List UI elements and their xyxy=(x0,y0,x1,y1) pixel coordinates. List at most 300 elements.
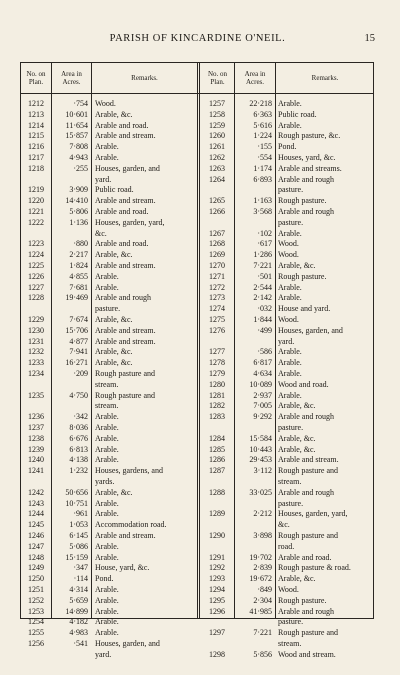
remarks: Arable. xyxy=(95,628,119,638)
table-row-right xyxy=(21,131,373,142)
remarks: &c. xyxy=(278,520,290,530)
remarks: Arable, &c. xyxy=(95,250,133,260)
table-row-right xyxy=(21,326,373,337)
table-row-right xyxy=(21,574,373,585)
plan-number: 1234 xyxy=(28,369,44,378)
remarks: Arable. xyxy=(95,498,119,508)
area-acres: ·554 xyxy=(257,153,272,162)
remarks: Arable, &c. xyxy=(278,574,316,584)
plan-number: 1287 xyxy=(209,466,225,476)
area-acres: 14·410 xyxy=(65,196,88,206)
remarks: Wood. xyxy=(95,99,116,108)
remarks: Wood. xyxy=(278,585,299,594)
area-acres: 15·857 xyxy=(65,131,88,141)
remarks: Arable. xyxy=(95,423,119,432)
area-acres: 9·292 xyxy=(253,412,272,422)
remarks: Arable and stream. xyxy=(278,455,339,465)
plan-number: 1244 xyxy=(28,509,44,519)
area-acres: ·347 xyxy=(73,563,88,573)
remarks: Arable. xyxy=(278,282,302,292)
area-acres: ·155 xyxy=(257,142,272,152)
plan-number: 1219 xyxy=(28,185,44,195)
area-acres: 41·985 xyxy=(249,606,272,616)
table-row-right xyxy=(21,563,373,574)
remarks: Arable. xyxy=(95,282,119,292)
remarks: Houses, garden, and xyxy=(278,325,343,335)
remarks: Arable. xyxy=(278,347,302,357)
plan-number: 1233 xyxy=(28,358,44,368)
plan-number: 1232 xyxy=(28,347,44,357)
plan-number: 1248 xyxy=(28,552,44,562)
remarks: House, yard, &c. xyxy=(95,563,150,573)
plan-number: 1217 xyxy=(28,153,44,162)
area-acres: ·114 xyxy=(73,574,88,584)
area-acres: 6·363 xyxy=(253,109,272,119)
remarks: Arable. xyxy=(95,433,119,443)
plan-number: 1288 xyxy=(209,487,225,497)
plan-number: 1282 xyxy=(209,401,225,411)
remarks: Wood. xyxy=(278,239,299,249)
area-acres: 14·899 xyxy=(65,606,88,616)
remarks: pasture. xyxy=(278,617,304,627)
table-row-right xyxy=(21,261,373,272)
table-row-right xyxy=(21,283,373,294)
area-acres: 4·138 xyxy=(69,455,88,465)
remarks: Rough pasture. xyxy=(278,271,327,281)
table-row-right xyxy=(21,531,373,542)
area-acres: 2·304 xyxy=(253,595,272,605)
plan-number: 1266 xyxy=(209,207,225,216)
table-row-right xyxy=(21,185,373,196)
area-acres: 5·806 xyxy=(69,207,88,216)
remarks: Arable. xyxy=(95,617,119,627)
area-acres: ·209 xyxy=(73,369,88,378)
remarks: Houses, gardens, and xyxy=(95,466,163,476)
plan-number: 1242 xyxy=(28,487,44,497)
remarks: Arable, &c. xyxy=(95,109,133,119)
area-acres: 1·163 xyxy=(253,196,272,206)
area-acres: ·754 xyxy=(73,99,88,108)
plan-number: 1274 xyxy=(209,304,225,314)
table-row-right xyxy=(21,509,373,520)
remarks: Arable, &c. xyxy=(278,444,316,454)
area-acres: 1·224 xyxy=(253,131,272,141)
column-header-remarks-left: Remarks. xyxy=(131,74,158,82)
area-acres: 1·824 xyxy=(69,261,88,270)
plan-number: 1240 xyxy=(28,455,44,465)
remarks: Houses, garden, yard, xyxy=(278,509,348,519)
area-acres: 1·844 xyxy=(253,315,272,324)
plan-number: 1264 xyxy=(209,174,225,184)
table-row-right xyxy=(21,445,373,456)
remarks: Arable, &c. xyxy=(95,347,133,357)
area-acres: ·102 xyxy=(257,228,272,238)
area-acres: 16·271 xyxy=(65,358,88,368)
area-acres: ·501 xyxy=(257,271,272,281)
area-acres: 4·750 xyxy=(69,390,88,400)
area-acres: 7·941 xyxy=(69,347,88,357)
plan-number: 1296 xyxy=(209,606,225,616)
remarks: Arable. xyxy=(95,585,119,594)
area-acres: 8·036 xyxy=(69,423,88,432)
area-acres: 6·813 xyxy=(69,444,88,454)
remarks: Public road. xyxy=(95,185,134,195)
table-row-right xyxy=(21,542,373,553)
page-number: 15 xyxy=(364,33,375,44)
table-row-right xyxy=(21,639,373,650)
remarks: Arable. xyxy=(95,509,119,519)
table-row-right xyxy=(21,121,373,132)
plan-number: 1294 xyxy=(209,585,225,594)
remarks: Arable. xyxy=(278,293,302,303)
remarks: Arable and stream. xyxy=(95,131,156,141)
table-row-right xyxy=(21,434,373,445)
remarks: stream. xyxy=(95,401,119,411)
plan-number: 1212 xyxy=(28,99,44,108)
plan-number: 1220 xyxy=(28,196,44,206)
table-row-right xyxy=(21,315,373,326)
area-acres: 4·182 xyxy=(69,617,88,627)
table-row-right xyxy=(21,488,373,499)
area-acres: 10·601 xyxy=(65,109,88,119)
area-acres: 29·453 xyxy=(249,455,272,465)
remarks: Rough pasture & road. xyxy=(278,563,351,573)
remarks: Public road. xyxy=(278,109,317,119)
area-acres: 1·174 xyxy=(253,163,272,173)
remarks: Rough pasture and xyxy=(278,466,338,476)
plan-number: 1243 xyxy=(28,498,44,508)
table-row-right xyxy=(21,391,373,402)
remarks: pasture. xyxy=(95,304,121,314)
plan-number: 1215 xyxy=(28,131,44,141)
remarks: House and yard. xyxy=(278,304,331,314)
remarks: Arable and rough xyxy=(278,207,334,216)
plan-number: 1269 xyxy=(209,250,225,260)
remarks: Arable and rough xyxy=(278,487,334,497)
area-acres: 4·634 xyxy=(253,369,272,378)
remarks: Arable and road. xyxy=(278,552,332,562)
remarks: Arable. xyxy=(95,541,119,551)
column-header-no-right: No. on Plan. xyxy=(207,70,228,86)
table-row-right xyxy=(21,617,373,628)
remarks: Arable and rough xyxy=(278,606,334,616)
table-row-right xyxy=(21,164,373,175)
remarks: Arable, &c. xyxy=(278,401,316,411)
land-register-table xyxy=(20,62,374,659)
area-acres: 4·877 xyxy=(69,336,88,346)
plan-number: 1272 xyxy=(209,282,225,292)
area-acres: 1·286 xyxy=(253,250,272,260)
area-acres: 2·839 xyxy=(253,563,272,573)
plan-number: 1222 xyxy=(28,217,44,227)
area-acres: 3·909 xyxy=(69,185,88,195)
remarks: yard. xyxy=(95,174,112,184)
area-acres: 7·221 xyxy=(253,628,272,638)
remarks: Rough pasture and xyxy=(278,628,338,638)
table-row-right xyxy=(21,553,373,564)
plan-number: 1297 xyxy=(209,628,225,638)
table-row-right xyxy=(21,358,373,369)
area-acres: ·617 xyxy=(257,239,272,249)
remarks: Rough pasture and xyxy=(278,531,338,540)
table-row-right xyxy=(21,153,373,164)
area-acres: ·255 xyxy=(73,163,88,173)
area-acres: 10·443 xyxy=(249,444,272,454)
remarks: stream. xyxy=(95,379,119,389)
plan-number: 1235 xyxy=(28,390,44,400)
remarks: Arable, &c. xyxy=(278,261,316,270)
remarks: Arable. xyxy=(95,271,119,281)
area-acres: 1·053 xyxy=(69,520,88,530)
remarks: Rough pasture and xyxy=(95,369,155,378)
area-acres: 3·568 xyxy=(253,207,272,216)
area-acres: ·032 xyxy=(257,304,272,314)
plan-number: 1275 xyxy=(209,315,225,324)
plan-number: 1241 xyxy=(28,466,44,476)
remarks: pasture. xyxy=(278,217,304,227)
table-row-right xyxy=(21,239,373,250)
area-acres: 19·702 xyxy=(249,552,272,562)
plan-number: 1280 xyxy=(209,379,225,389)
table-row-right xyxy=(21,196,373,207)
table-row-right xyxy=(21,401,373,412)
table-row-right xyxy=(21,585,373,596)
remarks: Houses, garden, and xyxy=(95,163,160,173)
area-acres: 6·676 xyxy=(69,433,88,443)
plan-number: 1228 xyxy=(28,293,44,303)
area-acres: 6·893 xyxy=(253,174,272,184)
table-row-right xyxy=(21,650,373,661)
area-acres: 5·856 xyxy=(253,649,272,659)
table-row-right xyxy=(21,455,373,466)
plan-number: 1214 xyxy=(28,120,44,130)
plan-number: 1223 xyxy=(28,239,44,249)
area-acres: 7·005 xyxy=(253,401,272,411)
remarks: Arable. xyxy=(278,369,302,378)
column-header-no-left: No. on Plan. xyxy=(26,70,46,86)
plan-number: 1247 xyxy=(28,541,44,551)
area-acres: ·541 xyxy=(73,639,88,648)
table-row-right xyxy=(21,304,373,315)
area-acres: 11·654 xyxy=(65,120,88,130)
plan-number: 1246 xyxy=(28,531,44,540)
remarks: Arable and road. xyxy=(95,239,149,249)
plan-number: 1265 xyxy=(209,196,225,206)
area-acres: ·342 xyxy=(73,412,88,422)
plan-number: 1239 xyxy=(28,444,44,454)
column-header-remarks-right: Remarks. xyxy=(311,74,339,82)
area-acres: 1·136 xyxy=(69,217,88,227)
table-row-right xyxy=(21,142,373,153)
remarks: Wood and stream. xyxy=(278,649,336,659)
area-acres: 3·112 xyxy=(253,466,272,476)
area-acres: 4·855 xyxy=(69,271,88,281)
column-header-area-left: Area in Acres. xyxy=(61,70,82,86)
plan-number: 1291 xyxy=(209,552,225,562)
remarks: stream. xyxy=(278,639,302,648)
plan-number: 1238 xyxy=(28,433,44,443)
plan-number: 1268 xyxy=(209,239,225,249)
remarks: Wood. xyxy=(278,315,299,324)
remarks: Wood. xyxy=(278,250,299,260)
plan-number: 1276 xyxy=(209,325,225,335)
remarks: Arable and rough xyxy=(278,412,334,422)
plan-number: 1267 xyxy=(209,228,225,238)
area-acres: 22·218 xyxy=(249,99,272,108)
remarks: yard. xyxy=(95,649,112,659)
table-row-right xyxy=(21,412,373,423)
plan-number: 1283 xyxy=(209,412,225,422)
table-row-right xyxy=(21,207,373,218)
area-acres: ·961 xyxy=(73,509,88,519)
remarks: Arable. xyxy=(278,228,302,238)
plan-number: 1253 xyxy=(28,606,44,616)
plan-number: 1298 xyxy=(209,649,225,659)
remarks: Arable and stream. xyxy=(95,196,156,206)
plan-number: 1270 xyxy=(209,261,225,270)
area-acres: 15·706 xyxy=(65,325,88,335)
plan-number: 1231 xyxy=(28,336,44,346)
area-acres: ·849 xyxy=(257,585,272,594)
table-row-right xyxy=(21,218,373,229)
remarks: Arable and stream. xyxy=(95,261,156,270)
area-acres: 2·217 xyxy=(69,250,88,260)
area-acres: 50·656 xyxy=(65,487,88,497)
remarks: Arable, &c. xyxy=(95,315,133,324)
plan-number: 1279 xyxy=(209,369,225,378)
remarks: Arable. xyxy=(95,455,119,465)
remarks: Arable and rough xyxy=(95,293,151,303)
area-acres: 7·808 xyxy=(69,142,88,152)
remarks: stream. xyxy=(278,477,302,486)
area-acres: 5·616 xyxy=(253,120,272,130)
area-acres: 2·544 xyxy=(253,282,272,292)
plan-number: 1254 xyxy=(28,617,44,627)
remarks: pasture. xyxy=(278,185,304,195)
area-acres: 1·232 xyxy=(69,466,88,476)
page-header xyxy=(20,33,375,49)
column-header-area-right: Area in Acres. xyxy=(244,70,266,86)
remarks: Rough pasture. xyxy=(278,595,327,605)
plan-number: 1213 xyxy=(28,109,44,119)
table-row-right xyxy=(21,110,373,121)
plan-number: 1281 xyxy=(209,390,225,400)
plan-number: 1273 xyxy=(209,293,225,303)
table-row-right xyxy=(21,466,373,477)
area-acres: 10·751 xyxy=(65,498,88,508)
area-acres: 15·584 xyxy=(249,433,272,443)
area-acres: ·586 xyxy=(257,347,272,357)
remarks: Arable. xyxy=(278,390,302,400)
plan-number: 1295 xyxy=(209,595,225,605)
table-row-right xyxy=(21,596,373,607)
table-row-right xyxy=(21,477,373,488)
plan-number: 1226 xyxy=(28,271,44,281)
remarks: Arable. xyxy=(278,120,302,130)
area-acres: 19·469 xyxy=(65,293,88,303)
table-row-right xyxy=(21,229,373,240)
area-acres: ·880 xyxy=(73,239,88,249)
plan-number: 1221 xyxy=(28,207,44,216)
area-acres: 4·314 xyxy=(69,585,88,594)
remarks: &c. xyxy=(95,228,107,238)
table-row-right xyxy=(21,293,373,304)
area-acres: 6·145 xyxy=(69,531,88,540)
area-acres: 33·025 xyxy=(249,487,272,497)
remarks: Houses, garden, yard, xyxy=(95,217,165,227)
plan-number: 1227 xyxy=(28,282,44,292)
plan-number: 1237 xyxy=(28,423,44,432)
area-acres: 4·983 xyxy=(69,628,88,638)
remarks: Arable, &c. xyxy=(95,358,133,368)
remarks: Arable, &c. xyxy=(95,487,133,497)
plan-number: 1261 xyxy=(209,142,225,152)
plan-number: 1218 xyxy=(28,163,44,173)
area-acres: 2·937 xyxy=(253,390,272,400)
plan-number: 1263 xyxy=(209,163,225,173)
area-acres: 7·681 xyxy=(69,282,88,292)
plan-number: 1260 xyxy=(209,131,225,141)
area-acres: 4·943 xyxy=(69,153,88,162)
remarks: Accommodation road. xyxy=(95,520,167,530)
table-row-right xyxy=(21,423,373,434)
table-row-right xyxy=(21,272,373,283)
remarks: Arable and streams. xyxy=(278,163,342,173)
area-acres: 3·898 xyxy=(253,531,272,540)
remarks: pasture. xyxy=(278,423,304,432)
remarks: Rough pasture and xyxy=(95,390,155,400)
running-title: PARISH OF KINCARDINE O'NEIL. xyxy=(109,33,286,44)
table-row-right xyxy=(21,347,373,358)
plan-number: 1249 xyxy=(28,563,44,573)
remarks: Arable. xyxy=(278,358,302,368)
plan-number: 1256 xyxy=(28,639,44,648)
plan-number: 1257 xyxy=(209,99,225,108)
table-row-right xyxy=(21,520,373,531)
area-acres: ·499 xyxy=(257,325,272,335)
remarks: Arable. xyxy=(95,412,119,422)
plan-number: 1250 xyxy=(28,574,44,584)
area-acres: 7·221 xyxy=(253,261,272,270)
remarks: Arable and stream. xyxy=(95,531,156,540)
remarks: Arable. xyxy=(95,142,119,152)
remarks: Arable. xyxy=(278,99,302,108)
area-acres: 19·672 xyxy=(249,574,272,584)
plan-number: 1284 xyxy=(209,433,225,443)
remarks: Arable and road. xyxy=(95,207,149,216)
plan-number: 1292 xyxy=(209,563,225,573)
remarks: yard. xyxy=(278,336,295,346)
plan-number: 1251 xyxy=(28,585,44,594)
table-row-right xyxy=(21,499,373,510)
plan-number: 1236 xyxy=(28,412,44,422)
plan-number: 1245 xyxy=(28,520,44,530)
table-row-right xyxy=(21,175,373,186)
plan-number: 1277 xyxy=(209,347,225,357)
remarks: Houses, yard, &c. xyxy=(278,153,336,162)
plan-number: 1289 xyxy=(209,509,225,519)
remarks: Pond. xyxy=(95,574,114,584)
remarks: Arable. xyxy=(95,153,119,162)
plan-number: 1216 xyxy=(28,142,44,152)
remarks: Arable. xyxy=(95,606,119,616)
plan-number: 1278 xyxy=(209,358,225,368)
table-row-right xyxy=(21,380,373,391)
area-acres: 10·089 xyxy=(249,379,272,389)
remarks: Wood and road. xyxy=(278,379,329,389)
area-acres: 6·817 xyxy=(253,358,272,368)
plan-number: 1224 xyxy=(28,250,44,260)
